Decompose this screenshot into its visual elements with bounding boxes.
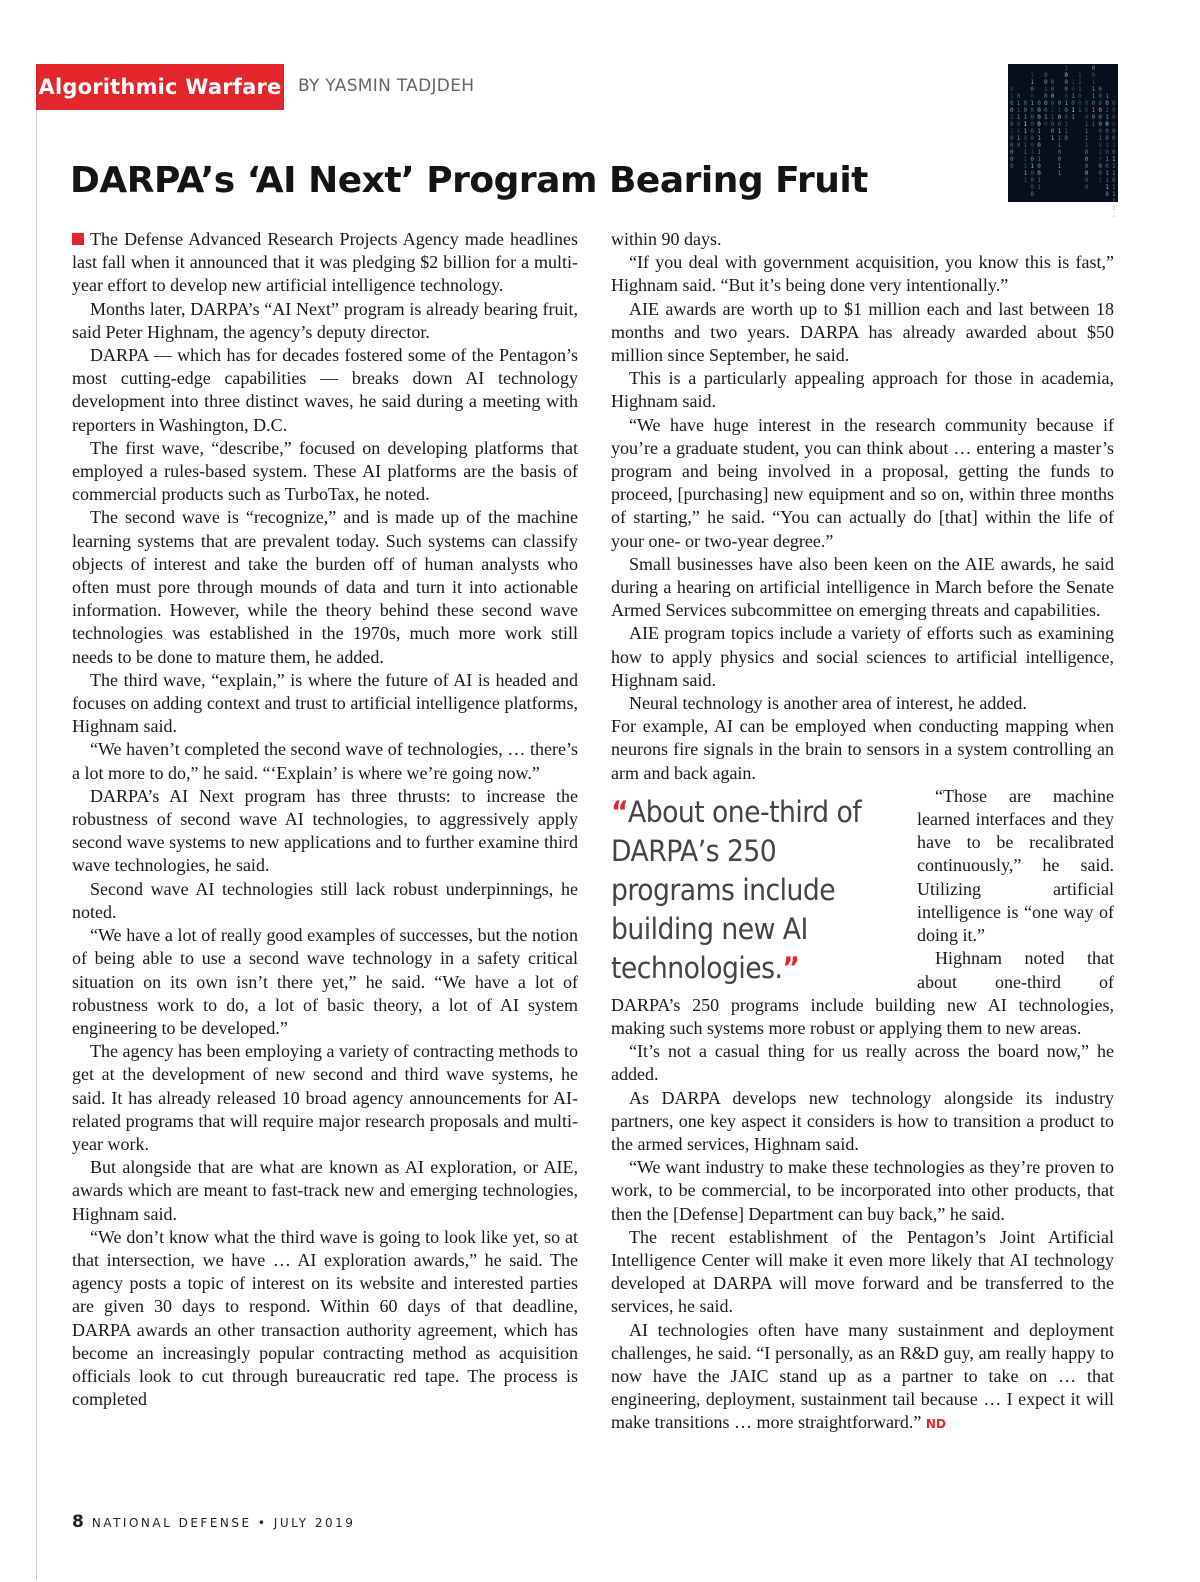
svg-text:0: 0 <box>1084 156 1089 163</box>
svg-text:1: 1 <box>1078 107 1082 114</box>
svg-text:1: 1 <box>1071 114 1075 121</box>
svg-text:1: 1 <box>1091 86 1096 93</box>
svg-text:0: 0 <box>1084 170 1089 177</box>
svg-text:0: 0 <box>1098 100 1103 107</box>
svg-text:1: 1 <box>1010 128 1014 135</box>
end-mark: ND <box>925 1417 946 1432</box>
svg-text:1: 1 <box>1023 142 1028 149</box>
svg-text:0: 0 <box>1016 128 1021 135</box>
article-paragraph: But alongside that are what are known as AI exploration, or AIE, awards which are meant to fast-track new and emerging technologies, Highnam said. <box>72 1157 578 1224</box>
svg-text:1: 1 <box>1030 100 1035 107</box>
svg-text:0: 0 <box>1030 114 1035 121</box>
svg-text:0: 0 <box>1091 114 1096 121</box>
svg-text:0: 0 <box>1037 142 1041 149</box>
svg-text:0: 0 <box>1057 156 1062 163</box>
svg-text:1: 1 <box>1105 114 1109 121</box>
svg-text:0: 0 <box>1010 156 1014 163</box>
article-paragraph: Small businesses have also been keen on the AIE awards, he said during a hearing on artificial intelligence in March before the Senate Armed Services subcommittee on emerging threats and capabilities. <box>611 553 1114 621</box>
svg-text:0: 0 <box>1030 135 1035 142</box>
svg-text:1: 1 <box>1037 156 1041 163</box>
svg-text:0: 0 <box>1044 121 1048 128</box>
article-paragraph: DARPA — which has for decades fostered some of the Pentagon’s most cutting-edge capabilities — breaks down AI technology development into three distinct waves, he said during a meeting with reporters in Washington, D.C. <box>72 345 578 435</box>
svg-text:0: 0 <box>1112 114 1116 121</box>
svg-text:1: 1 <box>1112 142 1116 149</box>
svg-text:1: 1 <box>1010 114 1014 121</box>
svg-text:1: 1 <box>1112 156 1116 163</box>
svg-text:1: 1 <box>1071 107 1075 114</box>
svg-text:1: 1 <box>1105 107 1109 114</box>
svg-text:0: 0 <box>1064 72 1069 79</box>
svg-text:1: 1 <box>1084 121 1089 128</box>
svg-text:0: 0 <box>1030 156 1035 163</box>
article-paragraph: DARPA’s AI Next program has three thrusts: to increase the robustness of second wave AI technologies, to aggressively apply second wave systems to new applications and to further examine third wave technologies, he said. <box>72 785 578 876</box>
svg-text:1: 1 <box>1112 212 1116 219</box>
svg-text:1: 1 <box>1030 72 1035 79</box>
svg-text:0: 0 <box>1037 100 1041 107</box>
svg-text:0: 0 <box>1064 107 1069 114</box>
page-left-rule <box>36 110 37 1580</box>
article-paragraph: “If you deal with government acquisition, you know this is fast,” Highnam said. “But it’s being done very intentionally.” <box>611 252 1114 296</box>
right-column <box>611 228 1114 1437</box>
svg-text:0: 0 <box>1010 135 1014 142</box>
svg-text:0: 0 <box>1084 100 1089 107</box>
svg-text:0: 0 <box>1016 142 1021 149</box>
svg-text:1: 1 <box>1098 177 1103 184</box>
article-paragraph: The third wave, “explain,” is where the future of AI is headed and focuses on adding context and trust to artificial intelligence platforms, Highnam said. <box>72 669 578 737</box>
svg-text:1: 1 <box>1044 86 1048 93</box>
byline: BY YASMIN TADJDEH <box>298 76 475 96</box>
svg-text:1: 1 <box>1112 184 1116 191</box>
svg-text:1: 1 <box>1105 170 1109 177</box>
page-number: 8 <box>72 1512 84 1532</box>
svg-text:0: 0 <box>1030 177 1035 184</box>
svg-text:1: 1 <box>1023 114 1028 121</box>
svg-text:0: 0 <box>1098 86 1103 93</box>
svg-text:0: 0 <box>1044 72 1048 79</box>
svg-text:1: 1 <box>1112 170 1116 177</box>
article-paragraph: The Defense Advanced Research Projects Agency made headlines last fall when it announced that it was pledging $2 billion for a multi-year effort to develop new artificial intelligence technology. <box>72 229 578 296</box>
svg-text:0: 0 <box>1057 149 1062 156</box>
svg-text:0: 0 <box>1023 135 1028 142</box>
left-column <box>72 228 578 1411</box>
svg-text:1: 1 <box>1044 114 1048 121</box>
article-paragraph: AIE awards are worth up to $1 million each and last between 18 months and two years. DARPA has already awarded about $50 million since September, he said. <box>611 298 1114 366</box>
svg-text:1: 1 <box>1064 128 1069 135</box>
svg-text:0: 0 <box>1050 79 1055 86</box>
svg-text:0: 0 <box>1010 86 1014 93</box>
svg-text:0: 0 <box>1112 177 1116 184</box>
svg-text:0: 0 <box>1105 149 1109 156</box>
svg-text:0: 0 <box>1057 114 1062 121</box>
svg-text:1: 1 <box>1064 65 1069 72</box>
svg-text:1: 1 <box>1016 107 1021 114</box>
svg-text:0: 0 <box>1084 114 1089 121</box>
svg-text:1: 1 <box>1091 93 1096 100</box>
svg-text:1: 1 <box>1098 135 1103 142</box>
svg-text:0: 0 <box>1030 86 1035 93</box>
article-paragraph: Second wave AI technologies still lack robust underpinnings, he noted. <box>72 878 578 922</box>
svg-text:1: 1 <box>1057 142 1062 149</box>
svg-text:0: 0 <box>1064 86 1069 93</box>
svg-text:1: 1 <box>1037 135 1041 142</box>
svg-text:1: 1 <box>1057 107 1062 114</box>
svg-text:0: 0 <box>1105 121 1109 128</box>
svg-text:1: 1 <box>1023 149 1028 156</box>
svg-text:1: 1 <box>1098 149 1103 156</box>
svg-text:0: 0 <box>1098 163 1103 170</box>
svg-text:1: 1 <box>1078 79 1082 86</box>
svg-text:0: 0 <box>1030 93 1035 100</box>
article-paragraph: “We have a lot of really good examples of successes, but the notion of being able to use a second wave technology in a safety critical situation on its own isn’t there yet,” he said. “We have a lot of robustness work to do, a lot of basic theory, a lot of AI system engineering to be developed.” <box>72 925 578 1038</box>
section-tag: Algorithmic Warfare <box>36 64 284 110</box>
svg-text:1: 1 <box>1105 142 1109 149</box>
svg-text:0: 0 <box>1044 107 1048 114</box>
svg-text:0: 0 <box>1030 121 1035 128</box>
svg-text:0: 0 <box>1112 135 1116 142</box>
svg-text:1: 1 <box>1016 135 1021 142</box>
svg-text:1: 1 <box>1091 79 1096 86</box>
article-paragraph: Months later, DARPA’s “AI Next” program is already bearing fruit, said Peter Highnam, the agency’s deputy director. <box>72 298 578 342</box>
svg-text:1: 1 <box>1037 149 1041 156</box>
svg-text:1: 1 <box>1016 100 1021 107</box>
svg-text:1: 1 <box>1023 163 1028 170</box>
svg-text:0: 0 <box>1010 142 1014 149</box>
svg-text:1: 1 <box>1064 121 1069 128</box>
svg-text:1: 1 <box>1112 205 1116 212</box>
svg-text:0: 0 <box>1010 100 1014 107</box>
article-paragraph: “We want industry to make these technologies as they’re proven to work, to be commercial, to be incorporated into other products, that then the [Defense] Department can buy back,” he said. <box>611 1157 1114 1224</box>
svg-text:0: 0 <box>1030 107 1035 114</box>
svg-text:1: 1 <box>1023 128 1028 135</box>
svg-text:0: 0 <box>1084 163 1089 170</box>
article-paragraph: The recent establishment of the Pentagon’s Joint Artificial Intelligence Center will make it even more likely that AI technology developed at DARPA will move forward and be transferred to the services, he said. <box>611 1226 1114 1317</box>
publication-info: NATIONAL DEFENSE • JULY 2019 <box>91 1516 356 1530</box>
svg-text:0: 0 <box>1098 156 1103 163</box>
article-paragraph: The second wave is “recognize,” and is made up of the machine learning systems that are prevalent today. Such systems can classify objects of interest and take the burden off of human analysts who often must pore through mounds of data and turn it into actionable information. However, while the theory behind these second wave technologies was established in the 1970s, much more work still needs to be done to mature them, he added. <box>72 507 578 667</box>
article-paragraph: AIE program topics include a variety of efforts such as examining how to apply physics and social sciences to artificial intelligence, Highnam said. <box>611 623 1114 690</box>
svg-text:0: 0 <box>1078 100 1082 107</box>
article-paragraph: The agency has been employing a variety of contracting methods to get at the development of new second and third wave systems, he said. It has already released 10 broad agency announcements for AI-related programs that will require major research proposals and multi-year work. <box>72 1041 578 1154</box>
svg-text:0: 0 <box>1050 100 1055 107</box>
svg-text:0: 0 <box>1098 128 1103 135</box>
svg-text:0: 0 <box>1098 170 1103 177</box>
svg-text:0: 0 <box>1091 100 1096 107</box>
svg-text:0: 0 <box>1071 86 1075 93</box>
svg-text:0: 0 <box>1105 191 1109 198</box>
svg-text:1: 1 <box>1064 100 1069 107</box>
svg-text:1: 1 <box>1057 128 1062 135</box>
article-paragraph: “We don’t know what the third wave is going to look like yet, so at that intersection, we have … AI exploration awards,” he said. The agency posts a topic of interest on its website and interested parties are given 30 days to respond. Within 60 days of that deadline, DARPA awards an other transaction authority agreement, which has become an increasingly popular contracting method as acquisition officials look to cut through bureaucratic red tape. The process is completed <box>72 1226 578 1410</box>
svg-text:0: 0 <box>1030 184 1035 191</box>
svg-text:0: 0 <box>1010 107 1014 114</box>
svg-text:1: 1 <box>1023 121 1028 128</box>
svg-text:0: 0 <box>1091 72 1096 79</box>
svg-text:1: 1 <box>1023 177 1028 184</box>
svg-text:1: 1 <box>1057 170 1062 177</box>
svg-text:1: 1 <box>1071 79 1075 86</box>
svg-text:0: 0 <box>1064 79 1069 86</box>
svg-text:1: 1 <box>1112 163 1116 170</box>
svg-text:0: 0 <box>1037 114 1041 121</box>
article-paragraph: Neural technology is another area of interest, he added. <box>629 693 1027 714</box>
svg-text:0: 0 <box>1098 107 1103 114</box>
svg-text:0: 0 <box>1112 100 1116 107</box>
close-quote-mark: ” <box>782 950 800 985</box>
svg-text:0: 0 <box>1023 100 1028 107</box>
article-paragraph: “We have huge interest in the research community because if you’re a graduate student, you can think about … entering a master’s program and being involved in a proposal, getting the funds to proceed, [purchasing] new equipment and so on, within three months of starting,” he said. “You can actually do [that] within the life of your one- or two-year degree.” <box>611 414 1114 551</box>
svg-text:0: 0 <box>1050 86 1055 93</box>
svg-text:1: 1 <box>1084 128 1089 135</box>
svg-text:0: 0 <box>1064 93 1069 100</box>
svg-text:1: 1 <box>1057 163 1062 170</box>
svg-text:0: 0 <box>1016 121 1021 128</box>
svg-text:1: 1 <box>1030 79 1035 86</box>
square-bullet-icon <box>72 233 84 245</box>
svg-text:1: 1 <box>1105 184 1109 191</box>
svg-text:1: 1 <box>1030 163 1035 170</box>
svg-text:1: 1 <box>1084 142 1089 149</box>
article-paragraph: For example, AI can be employed when conducting mapping when neurons fire signals in the brain to sensors in a system controlling an arm and back again. <box>611 716 1114 783</box>
svg-text:1: 1 <box>1105 93 1109 100</box>
svg-text:1: 1 <box>1023 170 1028 177</box>
svg-text:1: 1 <box>1071 93 1075 100</box>
svg-text:0: 0 <box>1050 121 1055 128</box>
svg-text:0: 0 <box>1044 79 1048 86</box>
svg-text:0: 0 <box>1030 128 1035 135</box>
svg-text:1: 1 <box>1050 135 1055 142</box>
svg-text:0: 0 <box>1037 163 1041 170</box>
svg-text:0: 0 <box>1044 93 1048 100</box>
svg-text:0: 0 <box>1023 107 1028 114</box>
svg-text:1: 1 <box>1091 107 1096 114</box>
article-paragraph: This is a particularly appealing approach for those in academia, Highnam said. <box>611 368 1114 412</box>
svg-text:0: 0 <box>1112 107 1116 114</box>
svg-text:0: 0 <box>1098 142 1103 149</box>
svg-text:0: 0 <box>1037 170 1041 177</box>
svg-text:0: 0 <box>1057 121 1062 128</box>
svg-text:0: 0 <box>1091 65 1096 72</box>
svg-text:1: 1 <box>1037 177 1041 184</box>
svg-text:0: 0 <box>1112 149 1116 156</box>
article-paragraph: Highnam noted that about one-third of DARPA’s 250 programs include building new AI technologies, making such systems more robust or applying them to new areas. <box>611 948 1114 1038</box>
svg-text:0: 0 <box>1098 93 1103 100</box>
article-paragraph: “It’s not a casual thing for us really across the board now,” he added. <box>611 1041 1114 1085</box>
pull-quote-text: About one-third of DARPA’s 250 programs include building new AI technologies. <box>611 794 862 985</box>
article-paragraph: “Those are machine learned interfaces and they have to be recalibrated continuously,” he said. Utilizing artificial intelligence is “one way of doing it.” <box>917 785 1114 946</box>
svg-text:0: 0 <box>1105 100 1109 107</box>
svg-text:0: 0 <box>1098 121 1103 128</box>
svg-text:0: 0 <box>1105 135 1109 142</box>
svg-text:0: 0 <box>1071 100 1075 107</box>
headline: DARPA’s ‘AI Next’ Program Bearing Fruit <box>70 160 868 201</box>
svg-text:0: 0 <box>1050 128 1055 135</box>
svg-text:0: 0 <box>1112 121 1116 128</box>
svg-text:1: 1 <box>1050 114 1055 121</box>
svg-text:1: 1 <box>1078 86 1082 93</box>
svg-text:0: 0 <box>1078 93 1082 100</box>
svg-text:0: 0 <box>1084 177 1089 184</box>
svg-text:0: 0 <box>1010 121 1014 128</box>
svg-text:1: 1 <box>1050 107 1055 114</box>
svg-text:0: 0 <box>1112 128 1116 135</box>
article-paragraph: AI technologies often have many sustainment and deployment challenges, he said. “I personally, as an R&D guy, am really happy to now have the JAIC stand up as a partner to take on … that engineering, deployment, sustainment tail because … I expect it will make transitions … more straightforward.” ND <box>611 1319 1114 1433</box>
svg-text:0: 0 <box>1037 107 1041 114</box>
svg-text:1: 1 <box>1091 121 1096 128</box>
svg-text:1: 1 <box>1037 128 1041 135</box>
svg-text:0: 0 <box>1044 100 1048 107</box>
svg-text:0: 0 <box>1064 135 1069 142</box>
svg-text:1: 1 <box>1105 156 1109 163</box>
svg-text:0: 0 <box>1084 184 1089 191</box>
svg-text:0: 0 <box>1084 149 1089 156</box>
svg-text:1: 1 <box>1078 72 1082 79</box>
svg-text:0: 0 <box>1105 128 1109 135</box>
svg-text:0: 0 <box>1037 121 1041 128</box>
open-quote-mark: “ <box>611 794 628 829</box>
svg-text:0: 0 <box>1010 149 1014 156</box>
svg-text:1: 1 <box>1112 198 1116 205</box>
svg-text:1: 1 <box>1023 156 1028 163</box>
svg-text:1: 1 <box>1016 114 1021 121</box>
article-paragraph: “We haven’t completed the second wave of technologies, … there’s a lot more to do,” he said. “‘Explain’ is where we’re going now.” <box>72 739 578 783</box>
svg-text:0: 0 <box>1050 93 1055 100</box>
page-footer <box>72 1512 355 1532</box>
svg-text:1: 1 <box>1030 149 1035 156</box>
svg-text:0: 0 <box>1084 107 1089 114</box>
svg-text:1: 1 <box>1010 93 1014 100</box>
svg-text:1: 1 <box>1084 135 1089 142</box>
svg-text:0: 0 <box>1030 191 1035 198</box>
svg-text:0: 0 <box>1030 170 1035 177</box>
svg-text:0: 0 <box>1064 114 1069 121</box>
svg-text:0: 0 <box>1105 163 1109 170</box>
pull-quote <box>611 793 883 988</box>
svg-text:0: 0 <box>1010 163 1014 170</box>
svg-text:1: 1 <box>1037 184 1041 191</box>
svg-text:0: 0 <box>1057 100 1062 107</box>
svg-text:1: 1 <box>1112 191 1116 198</box>
svg-text:0: 0 <box>1030 142 1035 149</box>
binary-code-image <box>1008 64 1118 219</box>
svg-text:1: 1 <box>1105 177 1109 184</box>
svg-text:0: 0 <box>1016 93 1021 100</box>
article-paragraph: As DARPA develops new technology alongside its industry partners, one key aspect it considers is how to transition a product to the armed services, Highnam said. <box>611 1087 1114 1154</box>
article-paragraph: within 90 days. <box>611 229 722 249</box>
article-paragraph: The first wave, “describe,” focused on developing platforms that employed a rules-based system. These AI platforms are the basis of commercial products such as TurboTax, he noted. <box>72 437 578 505</box>
svg-text:1: 1 <box>1057 135 1062 142</box>
svg-text:0: 0 <box>1098 114 1103 121</box>
